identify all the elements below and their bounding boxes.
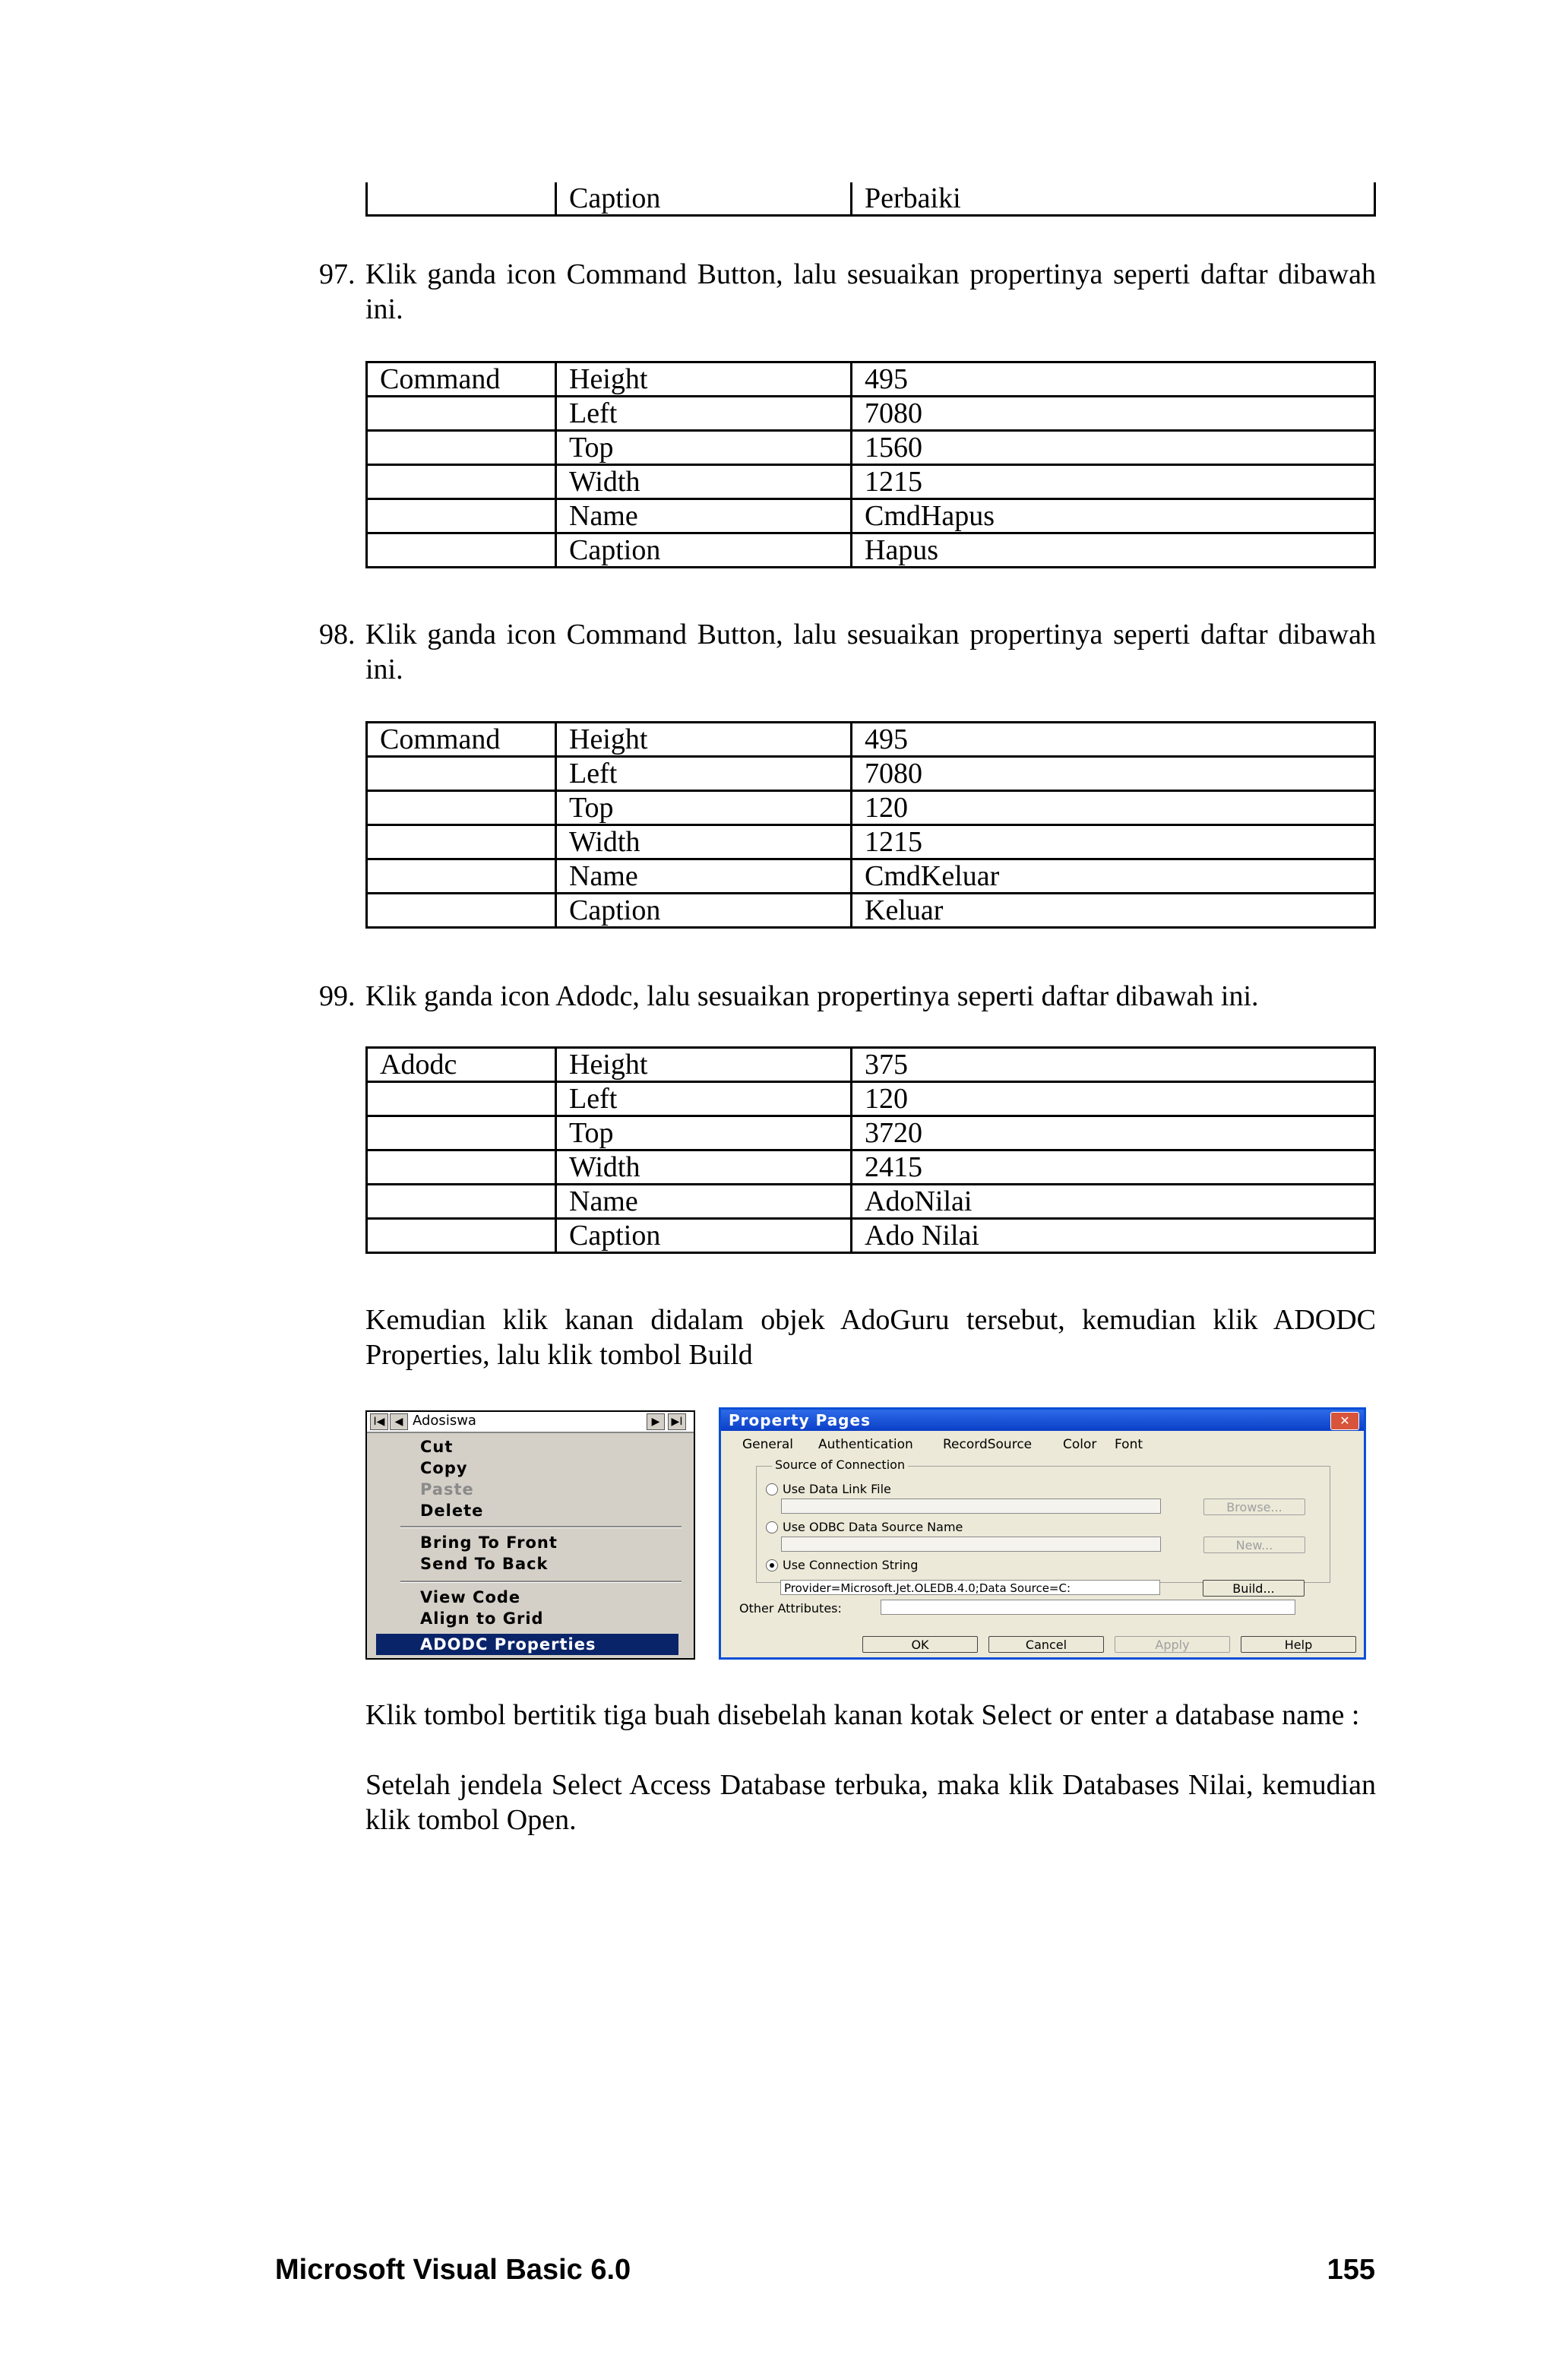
table-cell: Name	[556, 859, 852, 894]
table-cell: 2415	[852, 1150, 1375, 1185]
property-table-cmdhapus	[365, 361, 1376, 568]
menu-item-adodc-properties[interactable]: ADODC Properties	[376, 1634, 678, 1655]
table-cell: 1215	[852, 825, 1375, 859]
table-row	[367, 431, 1375, 465]
table-row	[367, 533, 1375, 568]
table-row	[367, 757, 1375, 791]
new-button: New...	[1203, 1537, 1305, 1553]
table-cell	[367, 894, 556, 928]
radio-connection-string[interactable]	[766, 1559, 778, 1571]
source-of-connection-group	[756, 1457, 1330, 1583]
table-cell	[367, 1082, 556, 1116]
step-text: Klik ganda icon Command Button, lalu sesuaikan propertinya seperti daftar dibawah ini.	[365, 619, 1376, 685]
build-button[interactable]: Build...	[1203, 1580, 1305, 1597]
table-cell: Height	[556, 1048, 852, 1082]
table-cell: 1560	[852, 431, 1375, 465]
table-row	[367, 1082, 1375, 1116]
move-next-icon[interactable]: ▶	[647, 1413, 665, 1430]
table-cell	[367, 397, 556, 431]
menu-item-cut[interactable]: Cut	[420, 1438, 454, 1456]
table-row	[367, 859, 1375, 894]
table-row	[367, 825, 1375, 859]
radio-data-link-file[interactable]	[766, 1483, 778, 1495]
menu-item-bring-to-front[interactable]: Bring To Front	[420, 1533, 558, 1552]
table-row	[367, 791, 1375, 825]
dialog-title: Property Pages	[729, 1411, 871, 1429]
tab-recordsource[interactable]: RecordSource	[943, 1437, 1033, 1452]
table-cell: Width	[556, 825, 852, 859]
browse-button: Browse...	[1203, 1499, 1305, 1515]
table-cell: Ado Nilai	[852, 1219, 1375, 1253]
help-button[interactable]: Help	[1241, 1636, 1356, 1653]
page-number: 155	[1327, 2254, 1375, 2286]
close-icon[interactable]: ✕	[1330, 1412, 1359, 1430]
menu-separator	[400, 1581, 682, 1583]
table-cell: 495	[852, 723, 1375, 757]
radio-label: Use Connection String	[783, 1558, 919, 1572]
table-cell: Caption	[556, 182, 852, 216]
table-cell: Command	[367, 362, 556, 397]
odbc-dsn-dropdown	[781, 1537, 1161, 1552]
table-cell: 1215	[852, 465, 1375, 499]
table-cell: 120	[852, 791, 1375, 825]
table-cell	[367, 465, 556, 499]
table-cell	[367, 825, 556, 859]
tab-color[interactable]: Color	[1063, 1437, 1097, 1452]
instruction-paragraph: Klik tombol bertitik tiga buah disebelah kanan kotak Select or enter a database name :	[365, 1699, 1360, 1731]
tab-general[interactable]: General	[742, 1437, 793, 1452]
footer-title: Microsoft Visual Basic 6.0	[275, 2254, 631, 2286]
table-cell: 495	[852, 362, 1375, 397]
cancel-button[interactable]: Cancel	[988, 1636, 1104, 1653]
connection-string-field[interactable]: Provider=Microsoft.Jet.OLEDB.4.0;Data Source=C:	[780, 1580, 1160, 1595]
menu-item-delete[interactable]: Delete	[420, 1502, 484, 1520]
table-cell: Keluar	[852, 894, 1375, 928]
table-cell: Command	[367, 723, 556, 757]
table-cell: Width	[556, 465, 852, 499]
dialog-titlebar[interactable]	[721, 1410, 1364, 1431]
table-cell: Top	[556, 1116, 852, 1150]
apply-button: Apply	[1115, 1636, 1230, 1653]
table-row	[367, 499, 1375, 533]
table-cell	[367, 1219, 556, 1253]
step-number: 97.	[319, 258, 356, 290]
table-row	[367, 1116, 1375, 1150]
table-row	[367, 1185, 1375, 1219]
ok-button[interactable]: OK	[862, 1636, 978, 1653]
group-label: Source of Connection	[772, 1457, 908, 1472]
move-first-icon[interactable]: I◀	[370, 1413, 388, 1430]
table-cell: Name	[556, 1185, 852, 1219]
radio-odbc-dsn[interactable]	[766, 1521, 778, 1533]
table-cell: Height	[556, 723, 852, 757]
table-cell: Left	[556, 1082, 852, 1116]
table-row	[367, 1219, 1375, 1253]
table-cell	[367, 1116, 556, 1150]
adodc-navigation-bar	[367, 1412, 694, 1433]
radio-label: Use Data Link File	[783, 1482, 891, 1496]
table-cell: Top	[556, 431, 852, 465]
table-cell: Hapus	[852, 533, 1375, 568]
instruction-paragraph: Setelah jendela Select Access Database terbuka, maka klik Databases Nilai, kemudian klik tombol Open.	[365, 1769, 1376, 1836]
table-cell: Caption	[556, 894, 852, 928]
table-row	[367, 894, 1375, 928]
adodc-caption: Adosiswa	[413, 1413, 476, 1429]
property-table-continued	[365, 182, 1376, 217]
table-cell: CmdHapus	[852, 499, 1375, 533]
table-row	[367, 397, 1375, 431]
table-cell	[367, 499, 556, 533]
table-cell: 7080	[852, 397, 1375, 431]
table-cell	[367, 431, 556, 465]
table-cell: Top	[556, 791, 852, 825]
step-text: Klik ganda icon Command Button, lalu sesuaikan propertinya seperti daftar dibawah ini.	[365, 258, 1376, 325]
table-cell: Height	[556, 362, 852, 397]
table-row	[367, 362, 1375, 397]
table-cell: Name	[556, 499, 852, 533]
table-row	[367, 1048, 1375, 1082]
tab-authentication[interactable]: Authentication	[818, 1437, 913, 1452]
property-table-cmdkeluar	[365, 721, 1376, 929]
other-attributes-field[interactable]	[881, 1600, 1295, 1615]
move-previous-icon[interactable]: ◀	[390, 1413, 408, 1430]
property-table-adonilai	[365, 1046, 1376, 1254]
table-cell	[367, 1150, 556, 1185]
table-cell: Left	[556, 757, 852, 791]
table-cell: 7080	[852, 757, 1375, 791]
table-cell	[367, 182, 556, 216]
step-number: 98.	[319, 619, 356, 650]
table-cell	[367, 791, 556, 825]
table-cell: Perbaiki	[852, 182, 1375, 216]
table-cell: 120	[852, 1082, 1375, 1116]
table-row	[367, 723, 1375, 757]
menu-item-paste: Paste	[420, 1480, 474, 1499]
data-link-file-field	[781, 1499, 1161, 1514]
table-cell	[367, 859, 556, 894]
table-cell	[367, 533, 556, 568]
table-cell: Left	[556, 397, 852, 431]
table-cell: AdoNilai	[852, 1185, 1375, 1219]
table-row	[367, 1150, 1375, 1185]
instruction-paragraph: Kemudian klik kanan didalam objek AdoGuru tersebut, kemudian klik ADODC Properties, lalu klik tombol Build	[365, 1304, 1376, 1371]
table-cell	[367, 757, 556, 791]
radio-label: Use ODBC Data Source Name	[783, 1520, 963, 1534]
step-number: 99.	[319, 980, 356, 1012]
table-cell	[367, 1185, 556, 1219]
table-row	[367, 465, 1375, 499]
menu-item-copy[interactable]: Copy	[420, 1459, 468, 1477]
table-cell: 3720	[852, 1116, 1375, 1150]
table-cell: Caption	[556, 1219, 852, 1253]
step-text: Klik ganda icon Adodc, lalu sesuaikan propertinya seperti daftar dibawah ini.	[365, 980, 1259, 1012]
table-cell: 375	[852, 1048, 1375, 1082]
move-last-icon[interactable]: ▶I	[668, 1413, 686, 1430]
menu-item-send-to-back[interactable]: Send To Back	[420, 1555, 549, 1573]
other-attributes-label: Other Attributes:	[739, 1601, 842, 1616]
menu-item-view-code[interactable]: View Code	[420, 1588, 521, 1606]
table-cell: Width	[556, 1150, 852, 1185]
menu-separator	[400, 1526, 682, 1528]
table-cell: Caption	[556, 533, 852, 568]
property-pages-dialog	[719, 1407, 1366, 1660]
table-cell: CmdKeluar	[852, 859, 1375, 894]
menu-item-align-to-grid[interactable]: Align to Grid	[420, 1609, 544, 1628]
table-row	[367, 182, 1375, 216]
tab-font[interactable]: Font	[1115, 1437, 1143, 1452]
table-cell: Adodc	[367, 1048, 556, 1082]
context-menu-screenshot	[365, 1410, 695, 1660]
